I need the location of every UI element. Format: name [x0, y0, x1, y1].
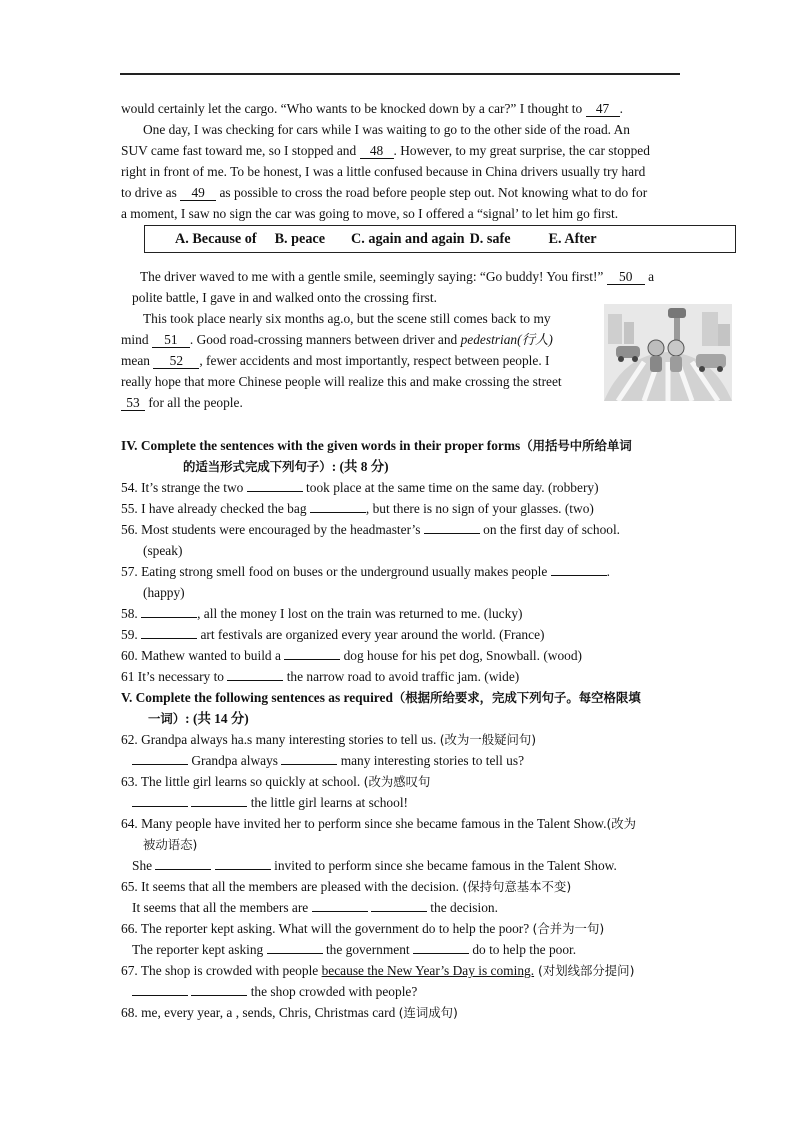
answer-blank-64b[interactable] [215, 869, 271, 870]
question-59: 59. art festivals are organized every year around the world. (France) [121, 627, 545, 642]
answer-blank-54[interactable] [247, 491, 303, 492]
answer-blank-59[interactable] [141, 638, 197, 639]
passage-line: to drive as 49 as possible to cross the road before people step out. Not knowing what to do for [121, 185, 648, 200]
question-56-hint: (speak) [143, 543, 183, 558]
passage-line: polite battle, I gave in and walked onto the crossing first. [132, 290, 437, 305]
question-68: 68. me, every year, a , sends, Chris, Christmas card (连词成句) [121, 1005, 458, 1020]
passage-line: This took place nearly six months ag.o, but the scene still comes back to my [143, 311, 551, 326]
word-options-box [144, 225, 736, 253]
passage-line: 53 for all the people. [121, 392, 679, 413]
blank-51[interactable]: 51 [152, 332, 190, 348]
answer-blank-60[interactable] [284, 659, 340, 660]
question-64: 64. Many people have invited her to perform since she became famous in the Talent Show.(改为 [121, 816, 637, 831]
top-rule [120, 73, 680, 75]
answer-blank-66a[interactable] [267, 953, 323, 954]
answer-blank-67a[interactable] [132, 995, 188, 996]
option-a: A. Because of [175, 231, 257, 247]
blank-50[interactable]: 50 [607, 269, 645, 285]
passage-line: a moment, I saw no sign the car was going to move, so I offered a “signal’ to let him go first. [121, 206, 619, 221]
answer-blank-58[interactable] [141, 617, 197, 618]
section-5-title: V. Complete the following sentences as required（根据所给要求，完成下列句子。每空格限填 [121, 690, 641, 705]
option-b: B. peace [274, 231, 326, 247]
blank-49[interactable]: 49 [180, 185, 216, 201]
question-62: 62. Grandpa always ha.s many interesting stories to tell us. (改为一般疑问句) [121, 732, 537, 747]
passage-line: SUV came fast toward me, so I stopped and 48 . However, to my great surprise, the car stopped [121, 143, 650, 158]
blank-47[interactable]: 47 [586, 101, 620, 117]
answer-blank-66b[interactable] [413, 953, 469, 954]
answer-65: It seems that all the members are the decision. [132, 900, 498, 915]
blank-52[interactable]: 52 [153, 353, 199, 369]
question-66: 66. The reporter kept asking. What will the government do to help the poor? (合并为一句) [121, 921, 605, 936]
answer-blank-62a[interactable] [132, 764, 188, 765]
passage-line: really hope that more Chinese people will realize this and make crossing the street [121, 374, 562, 389]
answer-blank-62b[interactable] [281, 764, 337, 765]
passage-line: The driver waved to me with a gentle smile, seemingly saying: “Go buddy! You first!” 50 a [140, 269, 655, 284]
answer-blank-55[interactable] [310, 512, 366, 513]
answer-blank-64a[interactable] [155, 869, 211, 870]
question-61: 61 It’s necessary to the narrow road to avoid traffic jam. (wide) [121, 669, 520, 684]
question-57-hint: (happy) [143, 585, 185, 600]
passage-line: mind 51 . Good road-crossing manners between driver and pedestrian(行人) [121, 332, 553, 347]
passage-line: would certainly let the cargo. “Who wants to be knocked down by a car?” I thought to 47 . [121, 101, 623, 116]
answer-blank-65a[interactable] [312, 911, 368, 912]
answer-64: She invited to perform since she became famous in the Talent Show. [132, 858, 617, 873]
question-64-cont: 被动语态) [143, 837, 198, 852]
road-crossing-illustration [604, 304, 732, 401]
option-e: E. After [548, 231, 597, 247]
cartoon-children-crossing-icon [604, 304, 732, 401]
answer-blank-65b[interactable] [371, 911, 427, 912]
section-4-title: IV. Complete the sentences with the given words in their proper forms（用括号中所给单词 [121, 438, 632, 453]
question-63: 63. The little girl learns so quickly at school. (改为感叹句 [121, 774, 431, 789]
question-65: 65. It seems that all the members are pleased with the decision. (保持句意基本不变) [121, 879, 572, 894]
answer-blank-63a[interactable] [132, 806, 188, 807]
question-67: 67. The shop is crowded with people because the New Year’s Day is coming. (对划线部分提问) [121, 963, 635, 978]
question-56: 56. Most students were encouraged by the headmaster’s on the first day of school. [121, 522, 621, 537]
answer-blank-57[interactable] [551, 575, 607, 576]
question-54: 54. It’s strange the two took place at the same time on the same day. (robbery) [121, 480, 599, 495]
passage-line: right in front of me. To be honest, I was a little confused because in China drivers usually try hard [121, 164, 646, 179]
section-4-title-cont: 的适当形式完成下列句子）: (共 8 分) [183, 459, 389, 474]
answer-66: The reporter kept asking the government do to help the poor. [132, 942, 577, 957]
passage-line: mean 52 , fewer accidents and most importantly, respect between people. I [121, 353, 550, 368]
question-58: 58. , all the money I lost on the train was returned to me. (lucky) [121, 606, 523, 621]
answer-62: Grandpa always many interesting stories to tell us? [132, 750, 690, 771]
option-d: D. safe [469, 231, 511, 247]
answer-63: the little girl learns at school! [132, 792, 690, 813]
passage-line: One day, I was checking for cars while I was waiting to go to the other side of the road. An [143, 122, 631, 137]
answer-blank-63b[interactable] [191, 806, 247, 807]
blank-53[interactable]: 53 [121, 395, 145, 411]
answer-blank-67b[interactable] [191, 995, 247, 996]
answer-67: the shop crowded with people? [132, 981, 690, 1002]
option-c: C. again and again [351, 231, 465, 247]
question-57: 57. Eating strong smell food on buses or the underground usually makes people . [121, 564, 611, 579]
answer-blank-56[interactable] [424, 533, 480, 534]
answer-blank-61[interactable] [227, 680, 283, 681]
question-55: 55. I have already checked the bag , but there is no sign of your glasses. (two) [121, 501, 594, 516]
question-60: 60. Mathew wanted to build a dog house for his pet dog, Snowball. (wood) [121, 648, 583, 663]
section-5-title-cont: 一词）: (共 14 分) [148, 711, 249, 726]
blank-48[interactable]: 48 [360, 143, 394, 159]
